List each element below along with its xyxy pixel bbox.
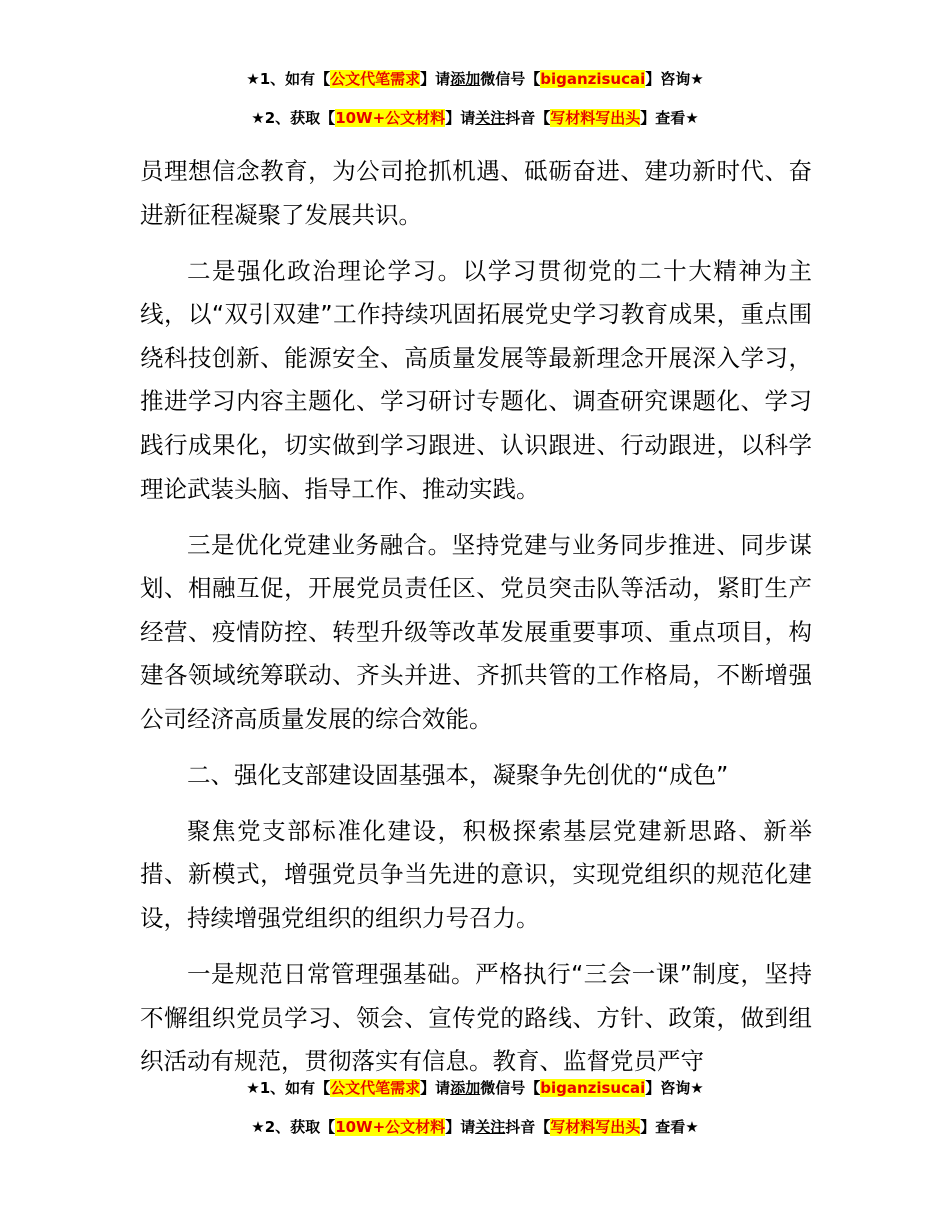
header-notice-line-2: ★2、获取【10W+公文材料】请关注抖音【写材料写出头】查看★ [251, 109, 699, 127]
footer-notice-line-2: ★2、获取【10W+公文材料】请关注抖音【写材料写出头】查看★ [251, 1118, 699, 1136]
footer-notice-line-1: ★1、如有【公文代笔需求】请添加微信号【biganzisucai】咨询★ [246, 1079, 704, 1097]
paragraph-continuation: 员理想信念教育，为公司抢抓机遇、砥砺奋进、建功新时代、奋进新征程凝聚了发展共识。 [140, 157, 812, 229]
highlight-wechat-id: biganzisucai [540, 1079, 646, 1097]
paragraph-party-business-integration: 三是优化党建业务融合。坚持党建与业务同步推进、同步谋划、相融互促，开展党员责任区、党员突击队等活动，紧盯生产经营、疫情防控、转型升级等改革发展重要事项、重点项目，构建各领域统筹联动、齐头并进、齐抓共管的工作格局，不断增强公司经济高质量发展的综合效能。 [140, 530, 812, 733]
header-notice-line-1: ★1、如有【公文代笔需求】请添加微信号【biganzisucai】咨询★ [246, 70, 704, 88]
section-heading-branch-building: 二、强化支部建设固基强本，凝聚争先创优的“成色” [187, 760, 729, 789]
highlight-wechat-id: biganzisucai [540, 70, 646, 88]
highlight-ghostwriting: 公文代笔需求 [330, 70, 421, 88]
highlight-douyin-account: 写材料写出头 [550, 109, 641, 127]
document-body [140, 150, 812, 1096]
paragraph-political-theory: 二是强化政治理论学习。以学习贯彻党的二十大精神为主线，以“双引双建”工作持续巩固拓展党史学习教育成果，重点围绕科技创新、能源安全、高质量发展等最新理念开展深入学习，推进学习内容主题化、学习研讨专题化、调查研究课题化、学习践行成果化，切实做到学习跟进、认识跟进、行动跟进，以科学理论武装头脑、指导工作、推动实践。 [140, 256, 812, 503]
highlight-materials: 10W+公文材料 [335, 109, 446, 127]
paragraph-branch-standardization: 聚焦党支部标准化建设，积极探索基层党建新思路、新举措、新模式，增强党员争当先进的意识，实现党组织的规范化建设，持续增强党组织的组织力号召力。 [140, 816, 812, 933]
paragraph-daily-management: 一是规范日常管理强基础。严格执行“三会一课”制度，坚持不懈组织党员学习、领会、宣传党的路线、方针、政策，做到组织活动有规范，贯彻落实有信息。教育、监督党员严守 [140, 960, 812, 1076]
highlight-ghostwriting: 公文代笔需求 [330, 1079, 421, 1097]
highlight-materials: 10W+公文材料 [335, 1118, 446, 1136]
highlight-douyin-account: 写材料写出头 [550, 1118, 641, 1136]
